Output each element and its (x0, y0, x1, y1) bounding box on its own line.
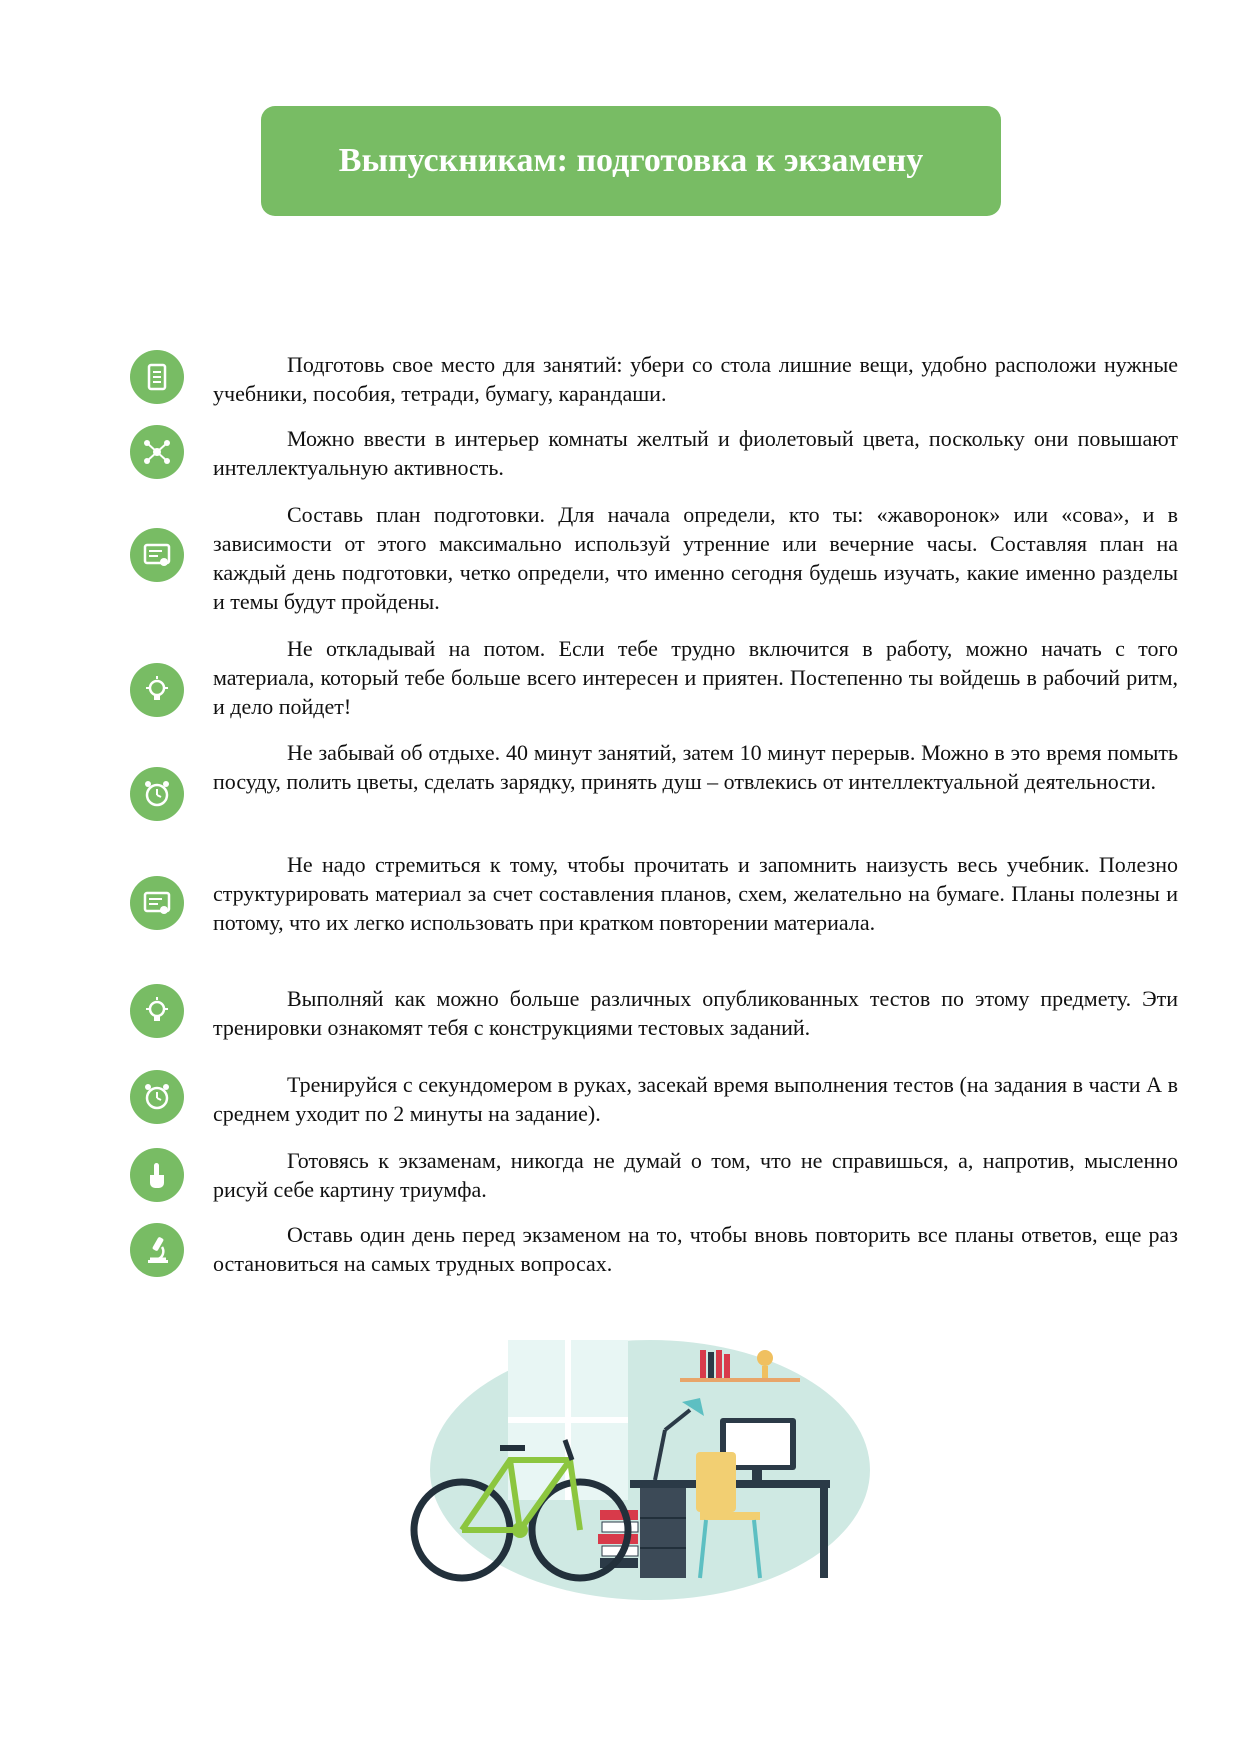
page-title: Выпускникам: подготовка к экзамену (338, 142, 924, 179)
molecule-icon (130, 425, 184, 479)
microscope-icon (130, 1223, 184, 1277)
alarm-clock-icon (130, 1070, 184, 1124)
tip-text: Можно ввести в интерьер комнаты желтый и фиолетовый цвета, поскольку они повышают интеллектуальную активность. (213, 426, 1178, 480)
alarm-clock-icon (130, 767, 184, 821)
lightbulb-icon (130, 984, 184, 1038)
tip-text: Не надо стремиться к тому, чтобы прочитать и запомнить наизусть весь учебник. Полезно структурировать материал за счет составления планов, схем, желательно на бумаге. Планы полезны и потому, что их легко использовать при кратком повторении материала. (213, 852, 1178, 935)
tip-text: Выполняй как можно больше различных опубликованных тестов по этому предмету. Эти тренировки ознакомят тебя с конструкциями тестовых заданий. (213, 986, 1178, 1040)
title-banner (261, 106, 1001, 216)
study-room-illustration (400, 1340, 880, 1600)
notepad-icon (130, 350, 184, 404)
lightbulb-icon (130, 663, 184, 717)
tip-text: Подготовь свое место для занятий: убери со стола лишние вещи, удобно расположи нужные учебники, пособия, тетради, бумагу, карандаши. (213, 352, 1178, 406)
certificate-icon (130, 528, 184, 582)
tip-text: Оставь один день перед экзаменом на то, чтобы вновь повторить все планы ответов, еще раз остановиться на самых трудных вопросах. (213, 1222, 1178, 1276)
pointing-hand-icon (130, 1148, 184, 1202)
tip-text: Готовясь к экзаменам, никогда не думай о том, что не справишься, а, напротив, мысленно рисуй себе картину триумфа. (213, 1148, 1178, 1202)
tip-text: Не забывай об отдыхе. 40 минут занятий, затем 10 минут перерыв. Можно в это время помыть посуду, полить цветы, сделать зарядку, принять душ – отвлекись от интеллектуальной деятельности. (213, 740, 1178, 794)
tip-text: Не откладывай на потом. Если тебе трудно включится в работу, можно начать с того материала, который тебе больше всего интересен и приятен. Постепенно ты войдешь в рабочий ритм, и дело пойдет! (213, 636, 1178, 719)
tip-text: Тренируйся с секундомером в руках, засекай время выполнения тестов (на задания в части А в среднем уходит по 2 минуты на задание). (213, 1072, 1178, 1126)
certificate-icon (130, 876, 184, 930)
tip-text: Составь план подготовки. Для начала определи, кто ты: «жаворонок» или «сова», и в зависимости от этого максимально используй утренние или вечерние часы. Составляя план на каждый день подготовки, четко определи, что именно сегодня будешь изучать, какие именно разделы и темы будут пройдены. (213, 502, 1178, 614)
